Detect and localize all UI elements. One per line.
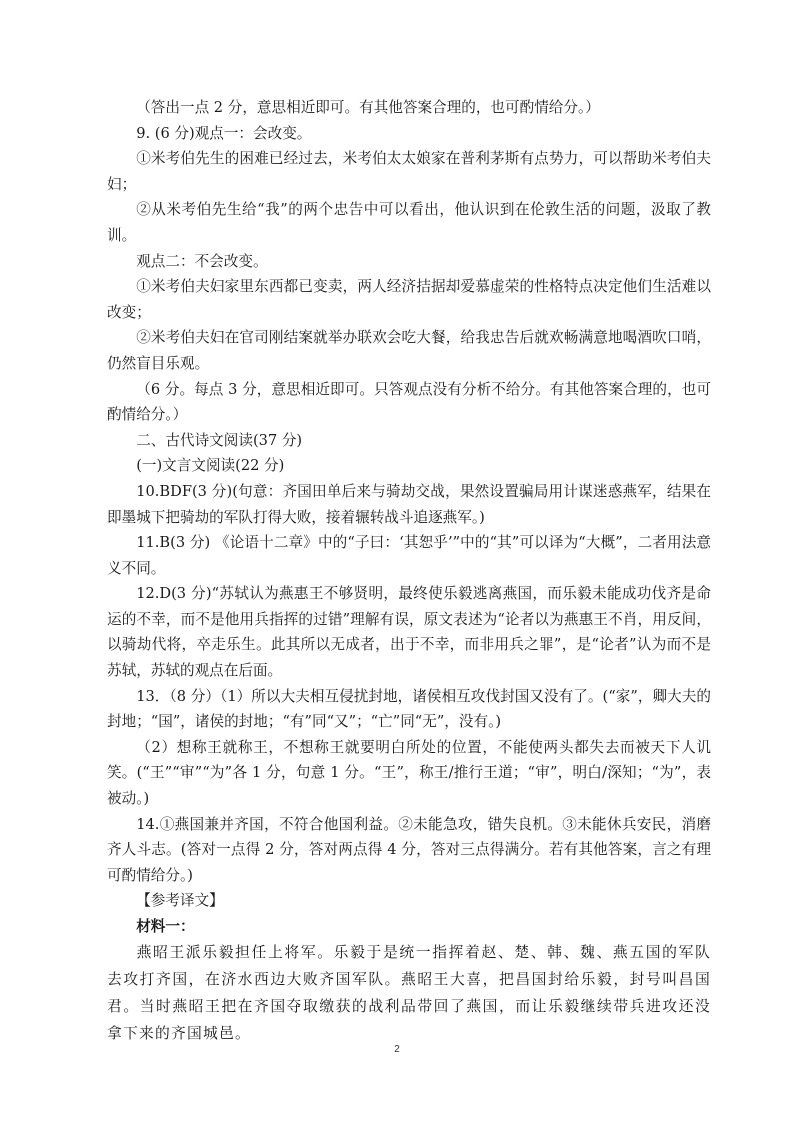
q9-view-one-point-1: ①米考伯先生的困难已经过去，米考伯太太娘家在普利茅斯有点势力，可以帮助米考伯夫妇； [107,150,711,193]
scoring-note-8: （答出一点 2 分，意思相近即可。有其他答案合理的，也可酌情给分。） [136,99,600,116]
q11-answer: 11.B(3 分) 《论语十二章》中的“子曰：‘其恕乎’”中的“其”可以译为“大概”，二者用法意义不同。 [107,534,711,577]
q9-view-two-point-1: ①米考伯夫妇家里东西都已变卖，两人经济拮据却爱慕虚荣的性格特点决定他们生活难以改变； [107,278,711,321]
material-one-heading: 材料一： [136,918,195,935]
q9-view-two-point-2: ②米考伯夫妇在官司刚结案就举办联欢会吃大餐，给我忠告后就欢畅满意地喝酒吹口哨，仍然盲目乐观。 [107,329,711,372]
q9-view-one-point-2: ②从米考伯先生给“我”的两个忠告中可以看出，他认识到在伦敦生活的问题，汲取了教训。 [107,201,711,244]
q14-answer: 14.①燕国兼并齐国，不符合他国利益。②未能急攻，错失良机。③未能休兵安民，消磨齐人斗志。(答对一点得 2 分，答对两点得 4 分，答对三点得满分。若有其他答案，言之有理可酌情给分。) [107,815,711,884]
subsection-heading-prose: (一)文言文阅读(22 分) [136,457,285,475]
q12-answer: 12.D(3 分)“苏轼认为燕惠王不够贤明，最终使乐毅逃离燕国，而乐毅未能成功伐齐是命运的不幸，而不是他用兵指挥的过错”理解有误，原文表述为“论者以为燕惠王不肖，用反间，以骑劫代将，卒走乐生。此其所以无成者，出于不幸，而非用兵之罪”，是“论者”认为而不是苏轼，苏轼的观点在后面。 [107,585,711,680]
section-heading-classical: 二、古代诗文阅读(37 分) [136,431,303,449]
q10-answer: 10.BDF(3 分)(句意：齐国田单后来与骑劫交战，果然设置骗局用计谋迷惑燕军，结果在即墨城下把骑劫的军队打得大败，接着辗转战斗追逐燕军。) [107,482,711,526]
material-one-translation: 燕昭王派乐毅担任上将军。乐毅于是统一指挥着赵、楚、韩、魏、燕五国的军队去攻打齐国，在济水西边大败齐国军队。燕昭王大喜，把昌国封给乐毅，封号叫昌国君。当时燕昭王把在齐国夺取缴获的战利品带回了燕国，而让乐毅继续带兵进攻还没拿下来的齐国城邑。 [107,944,711,1042]
reference-translation-heading: 【参考译文】 [136,892,224,910]
q13-answer-part-1: 13．（8 分）（1）所以大夫相互侵扰封地，诸侯相互攻伐封国又没有了。(“家”，卿大夫的封地；“国”，诸侯的封地；“有”同“又”；“亡”同“无”，没有。) [107,687,711,731]
q13-answer-part-2: （2）想称王就称王，不想称王就要明白所处的位置，不能使两头都失去而被天下人讥笑。(“王”“审”“为”各 1 分，句意 1 分。“王”，称王/推行王道；“审”，明白/深知；“为”，表被动。) [107,738,711,808]
page-number: 2 [394,1044,400,1055]
q9-view-one: 9. (6 分)观点一：会改变。 [136,124,312,142]
q9-view-two: 观点二：不会改变。 [136,252,268,270]
answer-key-text [107,95,711,1048]
scoring-note-9: （6 分。每点 3 分，意思相近即可。只答观点没有分析不给分。有其他答案合理的，也可酌情给分。） [107,380,711,424]
